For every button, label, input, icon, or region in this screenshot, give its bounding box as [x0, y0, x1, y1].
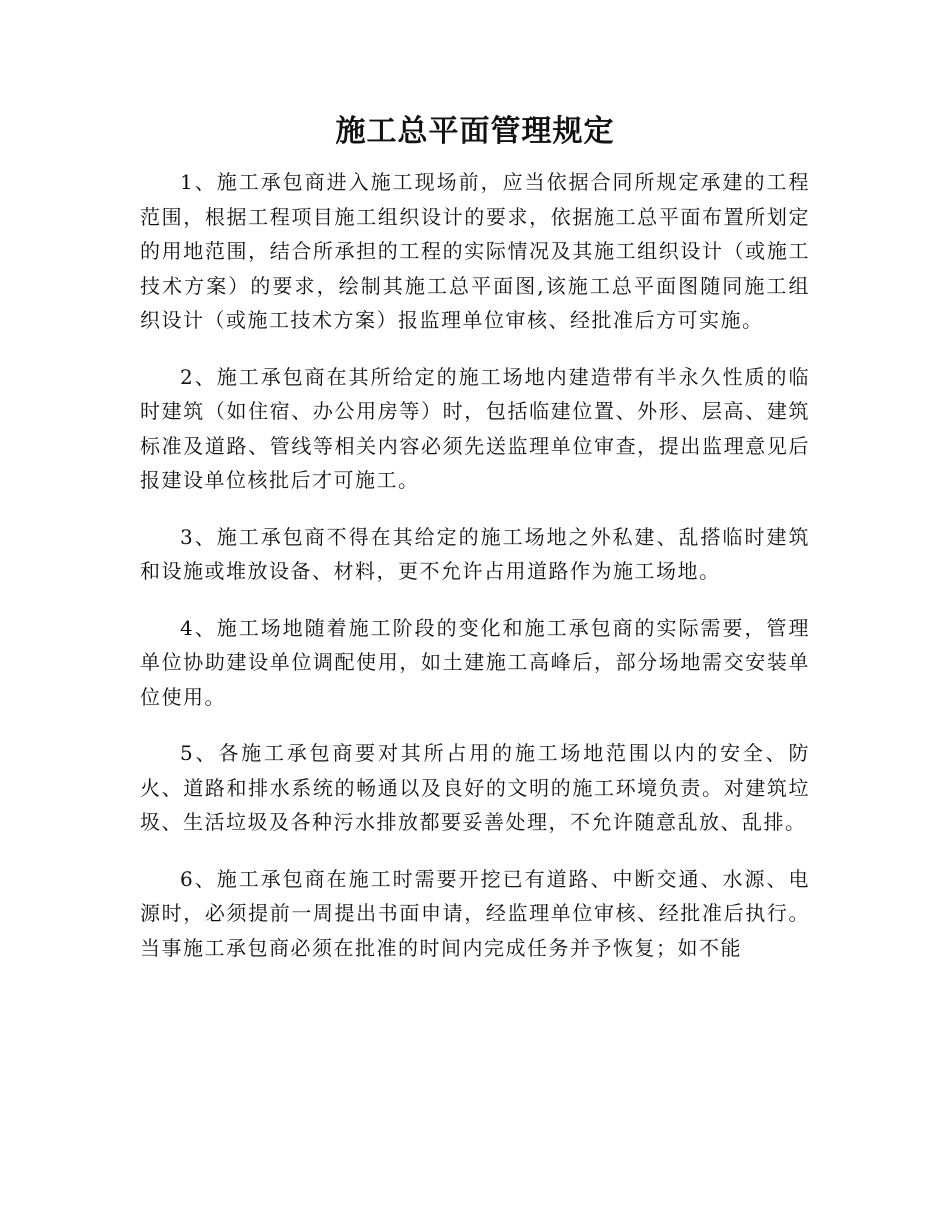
paragraph-5: 5、各施工承包商要对其所占用的施工场地范围以内的安全、防火、道路和排水系统的畅通以及良好的文明的施工环境负责。对建筑垃圾、生活垃圾及各种污水排放都要妥善处理，不允许随意乱放、乱排。 [140, 741, 810, 834]
paragraph-3: 3、施工承包商不得在其给定的施工场地之外私建、乱搭临时建筑和设施或堆放设备、材料，更不允许占用道路作为施工场地。 [140, 524, 810, 583]
document-title: 施工总平面管理规定 [335, 114, 615, 149]
paragraph-6: 6、施工承包商在施工时需要开挖已有道路、中断交通、水源、电源时，必须提前一周提出书面申请，经监理单位审核、经批准后执行。当事施工承包商必须在批准的时间内完成任务并予恢复；如不能 [140, 866, 810, 960]
paragraph-1: 1、施工承包商进入施工现场前，应当依据合同所规定承建的工程范围，根据工程项目施工组织设计的要求，依据施工总平面布置所划定的用地范围，结合所承担的工程的实际情况及其施工组织设计（或施工技术方案）的要求，绘制其施工总平面图,该施工总平面图随同施工组织设计（或施工技术方案）报监理单位审核、经批准后方可实施。 [140, 170, 810, 332]
paragraph-2: 2、施工承包商在其所给定的施工场地内建造带有半永久性质的临时建筑（如住宿、办公用房等）时，包括临建位置、外形、层高、建筑标准及道路、管线等相关内容必须先送监理单位审查，提出监理意见后报建设单位核批后才可施工。 [140, 364, 810, 492]
document-body [140, 165, 810, 987]
paragraph-4: 4、施工场地随着施工阶段的变化和施工承包商的实际需要，管理单位协助建设单位调配使用，如土建施工高峰后，部分场地需交安装单位使用。 [140, 615, 810, 709]
